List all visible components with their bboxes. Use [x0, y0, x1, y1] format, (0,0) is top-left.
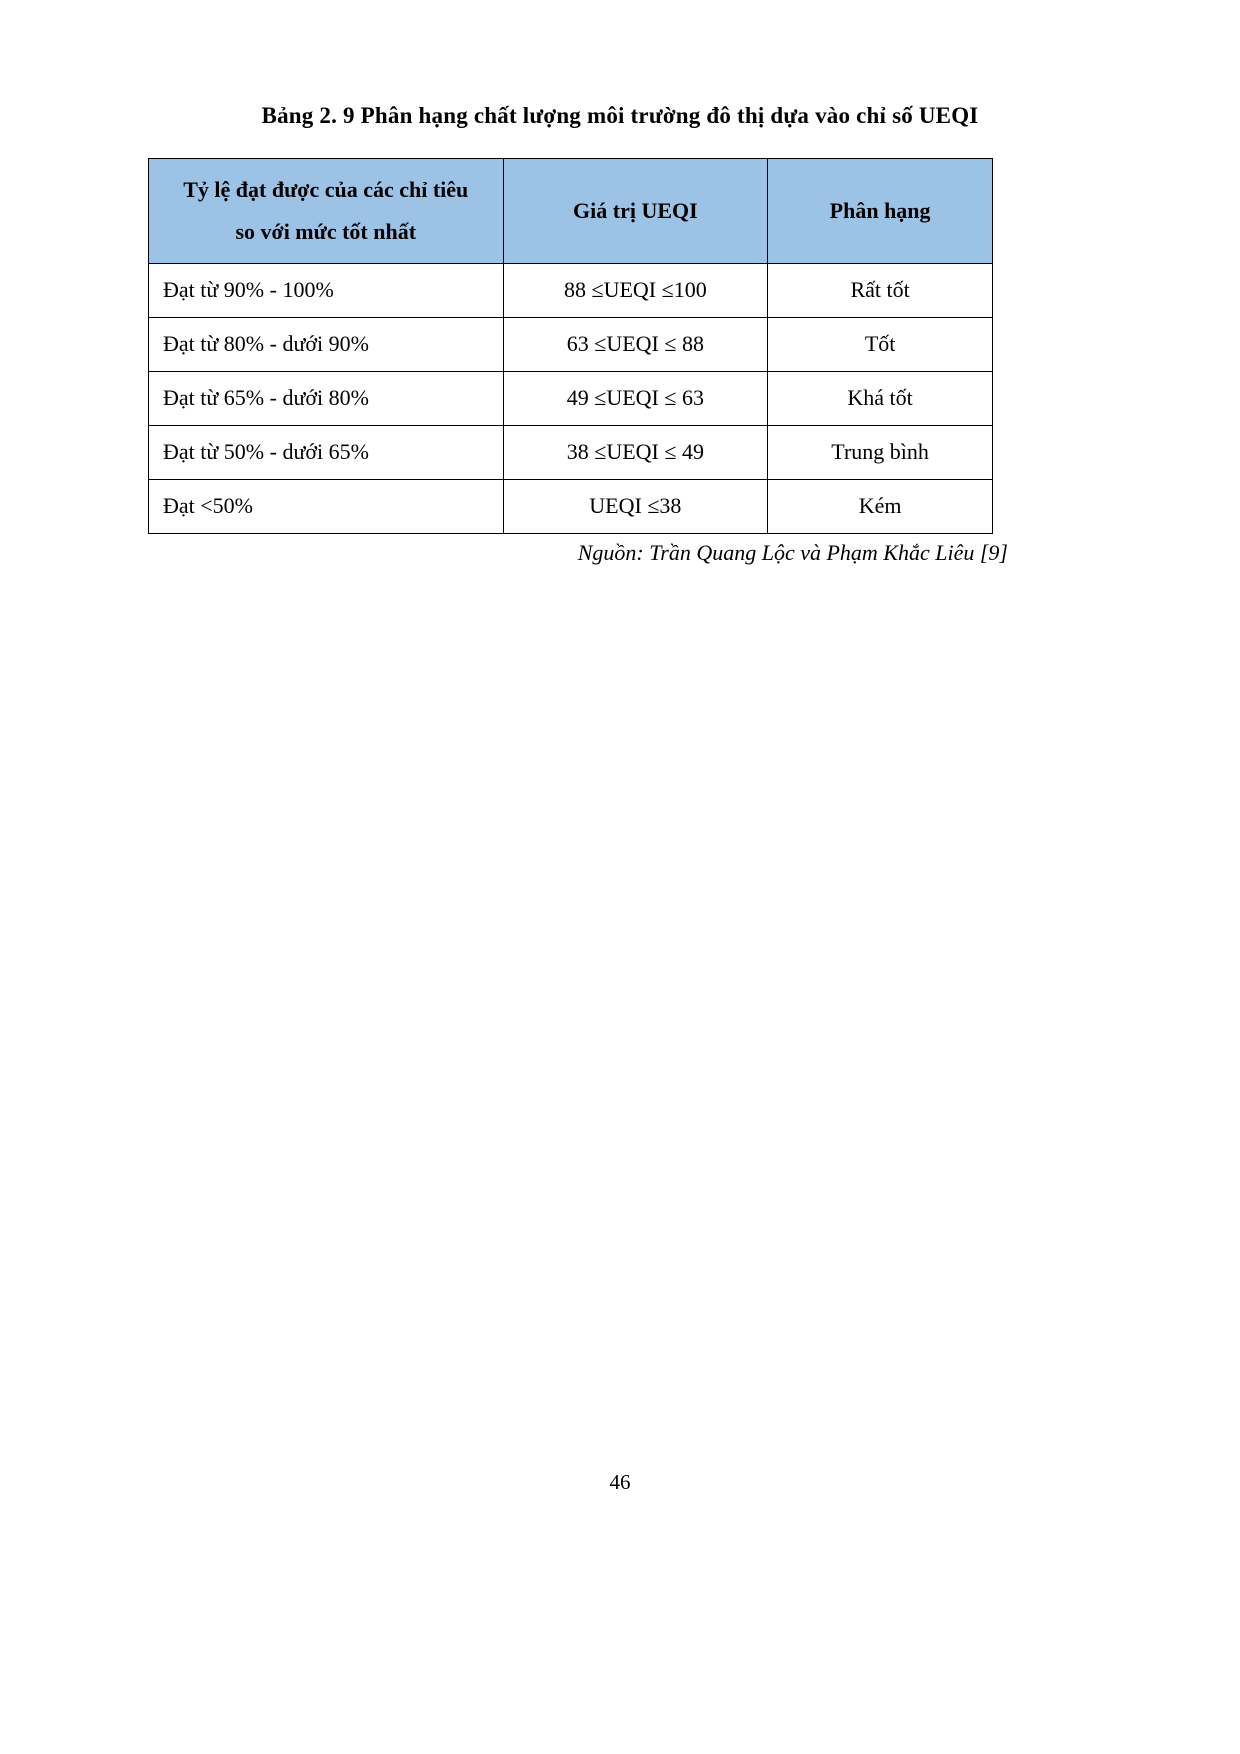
cell-ratio: Đạt từ 80% - dưới 90%: [149, 317, 504, 371]
cell-ueqi: 49 ≤UEQI ≤ 63: [503, 371, 768, 425]
cell-ratio: Đạt từ 90% - 100%: [149, 263, 504, 317]
cell-ratio: Đạt từ 65% - dưới 80%: [149, 371, 504, 425]
ueqi-classification-table: [148, 158, 993, 534]
table-row: [149, 425, 993, 479]
cell-ratio: Đạt <50%: [149, 479, 504, 533]
ueqi-table-container: [148, 158, 993, 534]
cell-rank: Khá tốt: [768, 371, 993, 425]
table-header: [149, 159, 993, 264]
table-row: [149, 263, 993, 317]
cell-ueqi: UEQI ≤38: [503, 479, 768, 533]
source-citation: Nguồn: Trần Quang Lộc và Phạm Khắc Liêu [9]: [577, 540, 1008, 565]
cell-ueqi: 63 ≤UEQI ≤ 88: [503, 317, 768, 371]
header-row: [149, 159, 993, 264]
cell-ueqi: 38 ≤UEQI ≤ 49: [503, 425, 768, 479]
table-row: [149, 371, 993, 425]
cell-ueqi: 88 ≤UEQI ≤100: [503, 263, 768, 317]
header-cell-ratio: Tỷ lệ đạt được của các chỉ tiêu so với mức tốt nhất: [149, 159, 504, 264]
table-body: [149, 263, 993, 533]
cell-rank: Kém: [768, 479, 993, 533]
header-cell-rank: Phân hạng: [768, 159, 993, 264]
page-number: 46: [609, 1470, 631, 1494]
cell-rank: Tốt: [768, 317, 993, 371]
header-cell-ueqi: Giá trị UEQI: [503, 159, 768, 264]
cell-rank: Trung bình: [768, 425, 993, 479]
table-caption: Bảng 2. 9 Phân hạng chất lượng môi trường đô thị dựa vào chỉ số UEQI: [261, 103, 979, 128]
cell-rank: Rất tốt: [768, 263, 993, 317]
table-row: [149, 317, 993, 371]
cell-ratio: Đạt từ 50% - dưới 65%: [149, 425, 504, 479]
table-row: [149, 479, 993, 533]
